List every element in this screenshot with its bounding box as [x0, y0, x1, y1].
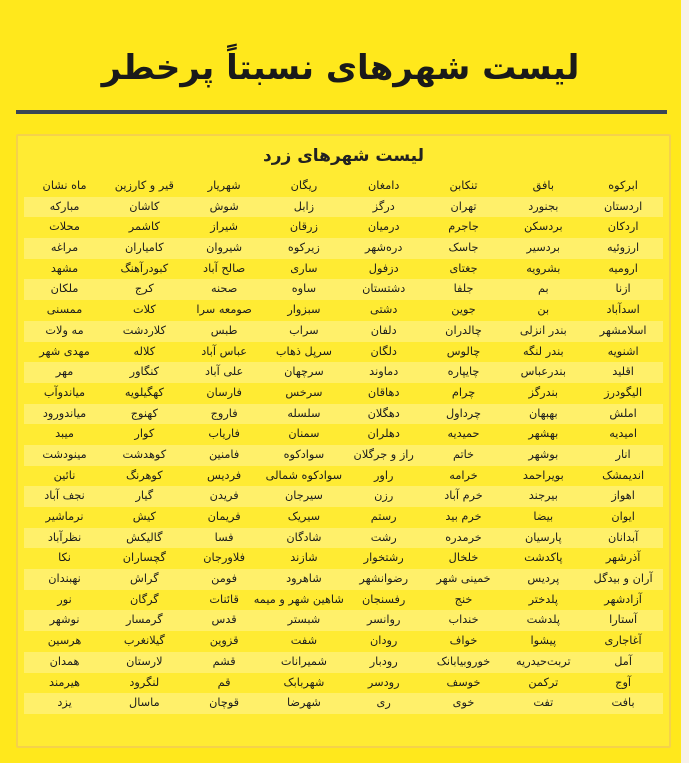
table-row [24, 673, 663, 694]
city-cell: چایپاره [447, 365, 480, 379]
city-cell: ممسنی [46, 303, 83, 317]
table-row [24, 631, 663, 652]
city-cell: پاکدشت [524, 551, 563, 565]
city-cell: خرمدره [445, 530, 482, 544]
table-row [24, 590, 663, 611]
city-cell: کوار [134, 427, 155, 441]
city-cell: بوشهر [528, 447, 559, 461]
page-title: لیست شهرهای نسبتاً پرخطر [101, 48, 580, 88]
city-cell: ایوان [611, 510, 635, 523]
city-cell: فسا [214, 530, 234, 544]
city-cell: گرمسار [126, 613, 163, 627]
city-cell: بشرویه [526, 261, 561, 275]
table-row [24, 300, 663, 321]
city-cell: درگز [372, 199, 395, 213]
city-cell: خرامه [449, 468, 478, 482]
city-cell: سرچهان [284, 365, 324, 379]
table-row [24, 321, 663, 342]
city-cell: تهران [450, 199, 477, 213]
city-cell: انار [615, 447, 631, 461]
table-row [24, 238, 663, 259]
city-cell: آوج [615, 675, 632, 689]
city-cell: بویراحمد [522, 468, 564, 482]
city-cell: حمیدیه [447, 427, 480, 441]
city-cell: دلگان [370, 344, 397, 358]
city-cell: مراغه [50, 241, 79, 255]
city-cell: خواف [449, 634, 478, 648]
city-cell: دشتستان [362, 282, 406, 296]
city-cell: اردستان [603, 199, 643, 213]
city-cell: قوچان [209, 696, 240, 710]
city-cell: بیرجند [528, 489, 558, 503]
city-cell: شمیرانات [280, 654, 327, 668]
city-cell: قزوین [209, 634, 239, 648]
city-cell: اسدآباد [606, 303, 640, 317]
city-cell: آذرشهر [605, 551, 641, 565]
city-cell: نهبندان [48, 572, 81, 586]
city-cell: میاندورود [42, 406, 87, 420]
city-cell: خوسف [446, 675, 481, 689]
city-cell: بافق [532, 179, 555, 192]
city-cell: محلات [49, 220, 80, 234]
city-cell: تفت [533, 696, 554, 710]
city-cell: خاتم [452, 447, 475, 461]
city-cell: دامغان [368, 179, 400, 192]
city-cell: بیضا [533, 510, 554, 523]
city-cell: شبستر [287, 613, 321, 627]
city-cell: شوش [209, 199, 239, 213]
city-cell: رزن [374, 489, 394, 503]
city-cell: دهاقان [367, 385, 400, 399]
city-cell: آغاجاری [604, 634, 642, 648]
city-cell: همدان [49, 654, 80, 668]
city-cell: جغتای [449, 261, 478, 275]
city-cell: ملکان [50, 282, 79, 296]
city-cell: مشهد [50, 261, 79, 275]
city-list-panel [16, 134, 671, 748]
city-cell: کاشمر [128, 220, 160, 234]
table-row [24, 548, 663, 569]
city-cell: جوین [451, 303, 476, 317]
city-cell: بندرگز [528, 385, 559, 399]
city-cell: نجف آباد [44, 489, 85, 503]
table-row [24, 652, 663, 673]
city-cell: گالیکش [126, 530, 163, 544]
city-cell: ابرکوه [608, 179, 638, 192]
city-cell: گچساران [122, 551, 166, 565]
city-cell: ارزوئیه [607, 241, 640, 255]
city-cell: بردسیر [526, 241, 561, 255]
city-cell: صومعه سرا [196, 303, 252, 317]
city-cell: خوی [452, 696, 475, 710]
city-cell: شیراز [210, 220, 238, 234]
city-cell: نائین [53, 468, 76, 482]
city-cell: راور [373, 468, 394, 482]
city-cell: دهلران [367, 427, 400, 441]
city-cell: کلات [132, 303, 156, 317]
city-cell: خمینی شهر [436, 572, 491, 586]
city-cell: ترکمن [528, 675, 559, 689]
list-subtitle: لیست شهرهای زرد [262, 146, 425, 166]
city-cell: رشت [370, 530, 397, 544]
city-cell: پیشوا [530, 634, 557, 648]
city-cell: گیار [135, 489, 154, 503]
city-cell: سرخس [285, 385, 323, 399]
city-cell: فریمان [207, 510, 241, 523]
city-cell: درمیان [367, 220, 400, 234]
city-cell: میبد [55, 427, 74, 441]
city-cell: فردیس [207, 468, 242, 482]
city-cell: تربت‌حیدریه [516, 654, 571, 668]
city-cell: آمل [614, 654, 632, 668]
table-row [24, 507, 663, 528]
city-cell: مهدی شهر [39, 344, 90, 358]
city-cell: خوروبیابانک [436, 654, 491, 668]
city-cell: اهواز [611, 489, 635, 503]
table-row [24, 342, 663, 363]
city-cell: ریگان [290, 179, 318, 192]
city-cell: شهربابک [283, 675, 325, 689]
city-cell: فلاورجان [203, 551, 245, 565]
city-cell: پردیس [527, 572, 560, 586]
city-cell: بردسکن [523, 220, 563, 234]
city-cell: کاشان [129, 199, 160, 213]
city-cell: شازند [290, 551, 318, 565]
city-table [24, 176, 663, 714]
city-cell: روانسر [366, 613, 401, 627]
city-cell: ماه نشان [42, 179, 87, 192]
city-cell: فامنین [208, 447, 240, 461]
city-cell: جاجرم [448, 220, 479, 234]
city-cell: دماوند [369, 365, 399, 379]
city-cell: چالوس [446, 344, 481, 358]
city-cell: جاسک [448, 241, 479, 255]
city-cell: زابل [293, 199, 315, 213]
city-cell: نوشهر [49, 613, 80, 627]
city-cell: صالح آباد [203, 261, 246, 275]
city-cell: شهریار [207, 179, 241, 192]
city-cell: گراش [130, 572, 159, 586]
table-row [24, 693, 663, 714]
city-cell: بافت [611, 696, 635, 710]
city-cell: نظرآباد [47, 530, 82, 544]
city-cell: فاروج [210, 406, 238, 420]
table-row [24, 217, 663, 238]
city-cell: شفت [290, 634, 318, 648]
city-cell: خلخال [448, 551, 479, 565]
city-cell: چالدران [445, 323, 482, 337]
city-cell: رضوانشهر [359, 572, 409, 586]
city-cell: مینودشت [42, 447, 87, 461]
city-cell: بم [537, 282, 549, 296]
city-cell: اقلید [612, 365, 634, 379]
city-cell: دزفول [368, 261, 399, 275]
city-cell: اشنویه [607, 344, 639, 358]
city-cell: ازنا [615, 282, 631, 296]
city-cell: خنج [454, 592, 473, 606]
city-cell: لارستان [126, 654, 163, 668]
city-cell: رشتخوار [363, 551, 404, 565]
city-cell: رودبار [369, 654, 398, 668]
city-cell: سیریک [287, 510, 321, 523]
city-cell: رستم [370, 510, 397, 523]
table-row [24, 424, 663, 445]
city-cell: فریدن [209, 489, 239, 503]
city-cell: خرم بید [445, 510, 482, 523]
city-cell: عباس آباد [201, 344, 247, 358]
city-cell: سوادکوه شمالی [265, 468, 343, 482]
table-row [24, 279, 663, 300]
city-cell: بهبهان [528, 406, 558, 420]
city-cell: کهگیلویه [124, 385, 164, 399]
city-cell: بندر انزلی [519, 323, 567, 337]
city-cell: کنگاور [129, 365, 160, 379]
city-cell: آبدانان [607, 530, 639, 544]
city-cell: دره‌شهر [365, 241, 403, 255]
city-cell: شادگان [286, 530, 322, 544]
table-row [24, 466, 663, 487]
city-cell: کبودرآهنگ [120, 261, 169, 275]
city-cell: قیر و کارزین [114, 179, 174, 192]
city-cell: ساوه [291, 282, 317, 296]
city-cell: الیگودرز [604, 385, 643, 399]
table-row [24, 569, 663, 590]
city-cell: رودان [370, 634, 398, 648]
city-cell: نور [57, 592, 72, 606]
city-cell: گرگان [129, 592, 159, 606]
city-cell: شهرضا [286, 696, 321, 710]
table-row [24, 176, 663, 197]
city-cell: زیرکوه [287, 241, 320, 255]
city-cell: ری [376, 696, 391, 710]
city-cell: بجنورد [528, 199, 559, 213]
city-cell: بهشهر [528, 427, 559, 441]
city-cell: فومن [211, 572, 238, 586]
table-row [24, 362, 663, 383]
city-cell: پارسیان [524, 530, 562, 544]
city-cell: طبس [210, 323, 238, 337]
city-cell: کلاله [133, 344, 156, 358]
city-cell: دلفان [370, 323, 397, 337]
city-cell: کلاردشت [122, 323, 166, 337]
city-cell: آران و بیدگل [593, 572, 653, 586]
city-cell: گیلانغرب [123, 634, 165, 648]
city-cell: کیش [132, 510, 156, 523]
city-cell: رودسر [367, 675, 400, 689]
city-cell: علی آباد [204, 365, 244, 379]
city-cell: بندرعباس [520, 365, 566, 379]
table-row [24, 259, 663, 280]
city-cell: آستارا [609, 613, 638, 627]
city-cell: نکا [58, 551, 71, 565]
city-cell: کهنوج [130, 406, 158, 420]
table-row [24, 383, 663, 404]
city-cell: خرم آباد [444, 489, 483, 503]
city-cell: قدس [211, 613, 237, 627]
city-cell: صحنه [210, 282, 238, 296]
table-row [24, 445, 663, 466]
city-cell: ارومیه [608, 261, 638, 275]
city-cell: مه ولات [45, 323, 84, 337]
city-cell: سوادکوه [283, 447, 325, 461]
city-cell: سمنان [288, 427, 320, 441]
city-cell: چرام [451, 385, 476, 399]
city-cell: سلسله [287, 406, 321, 420]
city-cell: راز و جرگلان [353, 447, 414, 461]
table-row [24, 197, 663, 218]
table-row [24, 404, 663, 425]
city-cell: دشتی [370, 303, 398, 317]
city-cell: کوهرنگ [125, 468, 163, 482]
city-cell: چرداول [445, 406, 482, 420]
city-cell: هیرمند [49, 675, 81, 689]
city-cell: بندر لنگه [522, 344, 564, 358]
city-cell: امیدیه [609, 427, 637, 441]
city-cell: دهگلان [367, 406, 400, 420]
city-cell: بن [537, 303, 550, 317]
city-cell: رفسنجان [362, 592, 406, 606]
city-cell: ماسال [129, 696, 160, 710]
city-cell: قائنات [209, 592, 239, 606]
city-cell: شیروان [206, 241, 243, 255]
city-cell: سیرجان [284, 489, 323, 503]
city-cell: پلدشت [526, 613, 560, 627]
city-cell: فاریاب [208, 427, 240, 441]
city-cell: یزد [57, 696, 72, 710]
city-cell: اندیمشک [602, 468, 645, 482]
table-row [24, 610, 663, 631]
city-cell: جلفا [453, 282, 474, 296]
city-cell: آزادشهر [604, 592, 642, 606]
city-cell: فارسان [206, 385, 242, 399]
city-cell: قشم [212, 654, 236, 668]
city-cell: هرسین [47, 634, 82, 648]
city-cell: شاهین شهر و میمه [253, 592, 344, 606]
city-cell: کرج [134, 282, 154, 296]
city-cell: سرپل ذهاب [275, 344, 332, 358]
title-divider [16, 110, 667, 114]
city-cell: اردکان [607, 220, 639, 234]
city-cell: میاندوآب [43, 385, 86, 399]
city-cell: شاهرود [286, 572, 322, 586]
city-cell: سبزوار [287, 303, 321, 317]
city-cell: خنداب [448, 613, 479, 627]
city-cell: املش [609, 406, 637, 420]
city-cell: پلدختر [528, 592, 559, 606]
city-cell: نرماشیر [45, 510, 84, 523]
city-cell: زرقان [289, 220, 318, 234]
table-row [24, 528, 663, 549]
city-cell: کامیاران [125, 241, 164, 255]
city-cell: لنگرود [129, 675, 160, 689]
city-cell: تنکابن [449, 179, 478, 192]
city-cell: کوهدشت [122, 447, 167, 461]
city-cell: سراب [289, 323, 319, 337]
city-cell: اسلامشهر [599, 323, 647, 337]
table-row [24, 486, 663, 507]
city-cell: مبارکه [49, 199, 80, 213]
city-cell: مهر [55, 365, 74, 379]
city-cell: ساری [290, 261, 318, 275]
city-cell: قم [217, 675, 231, 689]
